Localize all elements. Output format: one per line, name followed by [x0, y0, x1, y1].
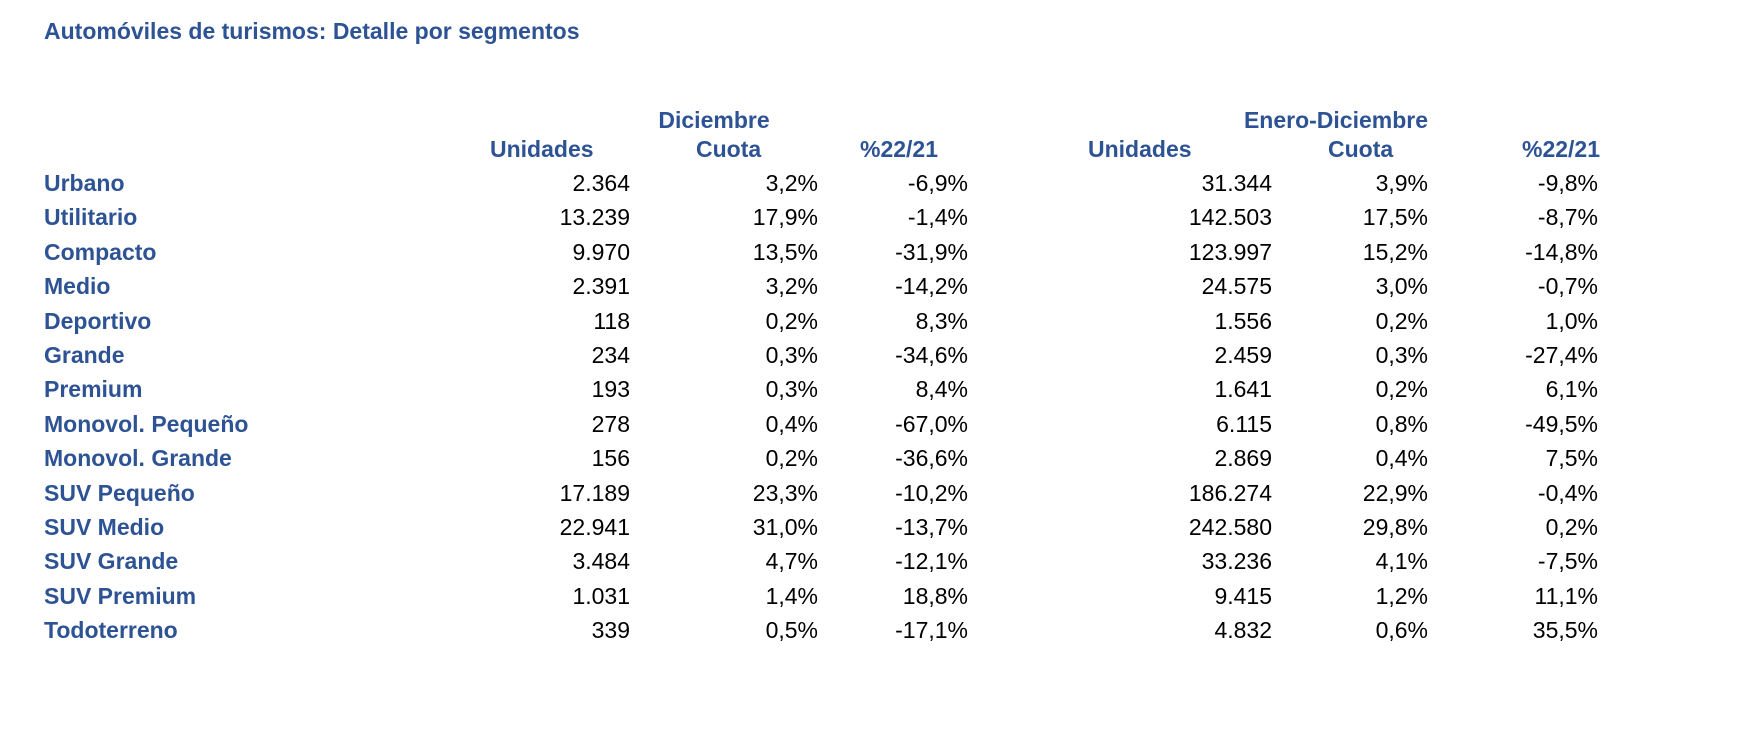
ene-cuota-cell: 29,8%	[1362, 513, 1428, 540]
table-row	[0, 548, 1762, 582]
col-header-ene-var: %22/21	[1522, 136, 1601, 162]
dic-unidades-cell: 1.031	[572, 582, 630, 609]
segment-label: Compacto	[44, 238, 157, 265]
ene-var-cell: 0,2%	[1545, 513, 1598, 540]
dic-cuota-cell: 3,2%	[765, 273, 818, 300]
ene-var-cell: 11,1%	[1534, 582, 1598, 609]
ene-unidades-cell: 123.997	[1188, 238, 1272, 265]
table-row	[0, 514, 1762, 548]
dic-unidades-cell: 2.364	[572, 170, 630, 196]
group-header-enero-diciembre: Enero-Diciembre	[1243, 107, 1429, 133]
segment-label: Premium	[44, 376, 143, 403]
ene-unidades-cell: 1.556	[1214, 307, 1272, 334]
segment-label: Monovol. Pequeño	[44, 410, 249, 437]
dic-var-cell: -1,4%	[907, 204, 968, 231]
dic-cuota-cell: 4,7%	[765, 548, 818, 575]
ene-unidades-cell: 6.115	[1216, 410, 1272, 437]
table-row	[0, 480, 1762, 514]
ene-unidades-cell: 1.641	[1214, 376, 1272, 403]
dic-unidades-cell: 234	[591, 341, 630, 368]
ene-unidades-cell: 2.869	[1214, 445, 1272, 472]
dic-var-cell: 18,8%	[902, 582, 968, 609]
segment-label: SUV Grande	[44, 548, 179, 575]
table-row	[0, 583, 1762, 617]
table-row	[0, 376, 1762, 410]
dic-var-cell: 8,3%	[915, 307, 968, 334]
ene-var-cell: -8,7%	[1537, 204, 1598, 231]
col-header-dic-unidades: Unidades	[490, 136, 594, 162]
segment-label: SUV Medio	[44, 513, 165, 540]
dic-unidades-cell: 193	[591, 376, 630, 403]
dic-unidades-cell: 118	[593, 307, 630, 334]
col-header-dic-var: %22/21	[860, 136, 939, 162]
dic-var-cell: -34,6%	[895, 341, 968, 368]
ene-var-cell: -49,5%	[1525, 410, 1598, 437]
dic-var-cell: -17,1%	[895, 617, 968, 644]
table-row	[0, 239, 1762, 273]
dic-cuota-cell: 0,5%	[765, 617, 818, 644]
dic-var-cell: -36,6%	[895, 445, 968, 472]
ene-var-cell: 7,5%	[1545, 445, 1598, 472]
dic-cuota-cell: 31,0%	[752, 513, 818, 540]
segment-label: Deportivo	[44, 307, 152, 334]
segment-label: SUV Pequeño	[44, 479, 195, 506]
segments-table	[0, 170, 1762, 651]
table-row	[0, 204, 1762, 238]
ene-unidades-cell: 142.503	[1188, 204, 1272, 231]
dic-unidades-cell: 339	[591, 617, 630, 644]
ene-cuota-cell: 3,9%	[1375, 170, 1428, 196]
ene-cuota-cell: 0,2%	[1375, 376, 1428, 403]
ene-var-cell: -0,7%	[1537, 273, 1598, 300]
dic-unidades-cell: 3.484	[572, 548, 630, 575]
dic-var-cell: -6,9%	[907, 170, 968, 196]
ene-var-cell: -27,4%	[1525, 341, 1598, 368]
ene-var-cell: 1,0%	[1545, 307, 1598, 334]
ene-unidades-cell: 2.459	[1214, 341, 1272, 368]
dic-unidades-cell: 2.391	[572, 273, 630, 300]
ene-cuota-cell: 0,4%	[1375, 445, 1428, 472]
table-row	[0, 445, 1762, 479]
dic-cuota-cell: 1,4%	[765, 582, 818, 609]
segment-label: SUV Premium	[44, 582, 197, 609]
ene-cuota-cell: 0,3%	[1375, 341, 1428, 368]
dic-unidades-cell: 17.189	[559, 479, 630, 506]
segment-label: Grande	[44, 341, 125, 368]
ene-unidades-cell: 186.274	[1188, 479, 1272, 506]
group-header-diciembre: Diciembre	[658, 107, 770, 133]
dic-unidades-cell: 13.239	[559, 204, 630, 231]
ene-cuota-cell: 17,5%	[1362, 204, 1428, 231]
segment-label: Medio	[44, 273, 111, 300]
table-row	[0, 170, 1762, 204]
dic-var-cell: -10,2%	[895, 479, 968, 506]
dic-unidades-cell: 278	[591, 410, 630, 437]
table-row	[0, 342, 1762, 376]
ene-var-cell: -7,5%	[1537, 548, 1598, 575]
ene-unidades-cell: 31.344	[1201, 170, 1272, 196]
ene-unidades-cell: 24.575	[1201, 273, 1272, 300]
dic-cuota-cell: 0,3%	[765, 376, 818, 403]
segment-label: Monovol. Grande	[44, 445, 232, 472]
ene-var-cell: -9,8%	[1537, 170, 1598, 196]
table-row	[0, 308, 1762, 342]
dic-unidades-cell: 22.941	[559, 513, 630, 540]
ene-cuota-cell: 15,2%	[1362, 238, 1428, 265]
ene-cuota-cell: 0,6%	[1375, 617, 1428, 644]
ene-unidades-cell: 242.580	[1188, 513, 1272, 540]
dic-var-cell: -67,0%	[895, 410, 968, 437]
dic-unidades-cell: 9.970	[572, 238, 630, 265]
ene-cuota-cell: 22,9%	[1362, 479, 1428, 506]
segment-label: Utilitario	[44, 204, 138, 231]
dic-var-cell: -13,7%	[895, 513, 968, 540]
dic-unidades-cell: 156	[591, 445, 630, 472]
dic-var-cell: 8,4%	[915, 376, 968, 403]
ene-var-cell: -14,8%	[1525, 238, 1598, 265]
dic-cuota-cell: 17,9%	[752, 204, 818, 231]
ene-unidades-cell: 9.415	[1214, 582, 1272, 609]
table-row	[0, 617, 1762, 651]
dic-cuota-cell: 0,2%	[765, 307, 818, 334]
table-row	[0, 411, 1762, 445]
dic-cuota-cell: 0,4%	[765, 410, 818, 437]
table-row	[0, 273, 1762, 307]
ene-cuota-cell: 0,8%	[1375, 410, 1428, 437]
dic-var-cell: -14,2%	[895, 273, 968, 300]
ene-var-cell: 6,1%	[1545, 376, 1598, 403]
col-header-ene-cuota: Cuota	[1328, 136, 1394, 162]
ene-cuota-cell: 0,2%	[1375, 307, 1428, 334]
ene-unidades-cell: 4.832	[1214, 617, 1272, 644]
dic-cuota-cell: 0,2%	[765, 445, 818, 472]
dic-cuota-cell: 3,2%	[765, 170, 818, 196]
ene-var-cell: 35,5%	[1532, 617, 1598, 644]
dic-var-cell: -31,9%	[895, 238, 968, 265]
ene-unidades-cell: 33.236	[1201, 548, 1272, 575]
col-header-ene-unidades: Unidades	[1088, 136, 1192, 162]
dic-cuota-cell: 13,5%	[752, 238, 818, 265]
col-header-dic-cuota: Cuota	[696, 136, 762, 162]
page-title: Automóviles de turismos: Detalle por segmentos	[44, 18, 580, 44]
ene-var-cell: -0,4%	[1537, 479, 1598, 506]
ene-cuota-cell: 1,2%	[1375, 582, 1428, 609]
segment-label: Urbano	[44, 170, 125, 196]
dic-cuota-cell: 0,3%	[765, 341, 818, 368]
dic-cuota-cell: 23,3%	[752, 479, 818, 506]
segment-label: Todoterreno	[44, 617, 178, 644]
dic-var-cell: -12,1%	[895, 548, 968, 575]
ene-cuota-cell: 3,0%	[1375, 273, 1428, 300]
ene-cuota-cell: 4,1%	[1375, 548, 1428, 575]
